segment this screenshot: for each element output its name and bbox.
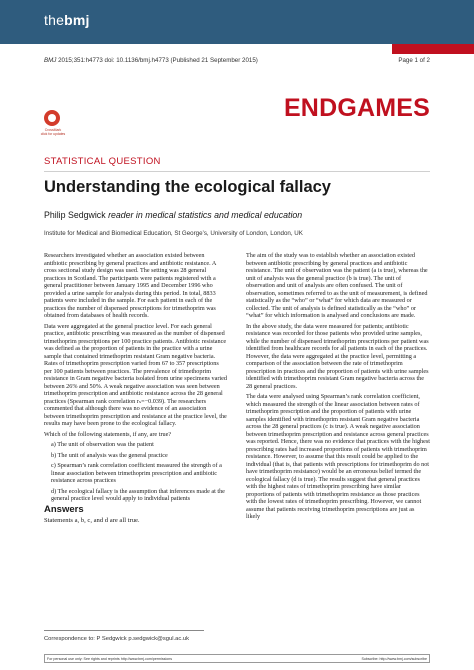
statement-a: a) The unit of observation was the patient (51, 441, 154, 448)
statement-b: b) The unit of analysis was the general practice (51, 451, 168, 459)
logo-main: bmj (64, 12, 90, 28)
article-title: Understanding the ecological fallacy (44, 178, 331, 196)
statement-d: d) The ecological fallacy is the assumption that inferences made at the general practice level would apply to individual patients (51, 487, 225, 502)
accent-strip (392, 44, 474, 54)
bmj-logo[interactable] (44, 12, 90, 28)
section-label: STATISTICAL QUESTION (44, 156, 161, 167)
right-paragraph-3: The data were analysed using Spearman’s rank correlation coefficient, which measured the strength of the linear association between rates of trimethoprim prescription and the proportion of patients with urine samples identified with trimethoprim resistant Gram negative bacteria across the 28 general practices (c is true). A weak negative association between trimethoprim prescription and resistance across general practices was reported. Hence, there was no evidence that practices with the highest prescribing rates had increased proportions of patients with trimethoprim resistance. However, to assume that this result could be applied to the individual (that is, that patients with prescriptions for trimethoprim do not have trimethoprim resistance) would be an erroneous belief termed the ecological fallacy (d is true). The results suggest that general practices with the highest rates of trimethoprim prescribing have similar proportions of patients with trimethoprim resistance as those practices with the lowest rates of trimethoprim prescribing. However, we cannot assume that patients receiving trimethoprim prescriptions are just as likely (246, 393, 431, 520)
question-prompt: Which of the following statements, if any, are true? (44, 430, 172, 438)
right-column (246, 252, 430, 524)
logo-prefix: the (44, 12, 65, 28)
right-paragraph-1: The aim of the study was to establish whether an association existed between antibiotic prescribing by general practices and antibiotic resistance. The unit of observation was the patient (a is true), whereas the unit of analysis was the general practice (b is true). The unit of observation and unit of analysis are often confused. The unit of observation, sometimes referred to as the unit of measurement, is defined statistically as the “who” or “what” for which data are measured or collected. The unit of analysis is defined statistically as the “who” or “what” for which information is analysed and conclusions are made. (246, 252, 428, 319)
author-name: Philip Sedgwick (44, 210, 106, 220)
left-column (44, 252, 228, 525)
crossmark-label[interactable] (40, 128, 66, 136)
footnote-divider (44, 630, 204, 631)
footer-permissions-link[interactable]: For personal use only: See rights and reprints http://www.bmj.com/permissions (47, 657, 173, 661)
crossmark-text: CrossMark (44, 128, 62, 132)
crossmark-subtext: click for updates (40, 132, 66, 136)
crossmark-icon[interactable] (44, 110, 60, 126)
author-role: reader in medical statistics and medical education (108, 210, 303, 220)
statement-c: c) Spearman’s rank correlation coefficient measured the strength of a linear association between trimethoprim prescription and antibiotic resistance across practices (51, 462, 222, 484)
answers-heading: Answers (44, 503, 84, 515)
citation-line (44, 57, 258, 64)
author-line (44, 210, 302, 220)
citation-details: 2015;351:h4773 doi: 10.1136/bmj.h4773 (Published 21 September 2015) (56, 57, 258, 64)
page-number: Page 1 of 2 (398, 57, 430, 64)
right-paragraph-2: In the above study, the data were measured for patients; antibiotic resistance was recorded for those patients who provided urine samples, while the number of dispensed trimethoprim prescriptions per patient was identified from healthcare records for all patients in each of the practices. However, the data were aggregated at the practice level, permitting a comparison of the association between the rate of trimethoprim prescription in practices and the proportion of patients with urine samples identified with trimethoprim resistant Gram negative bacteria across the 28 general practices. (246, 322, 429, 390)
footer-subscribe-link[interactable]: Subscribe: http://www.bmj.com/subscribe (361, 657, 427, 661)
left-paragraph-2: Data were aggregated at the general practice level. For each general practice, antibiotic prescribing was measured as the number of dispensed trimethoprim prescriptions per 100 practice patients. Antibiotic resistance was defined as the proportion of patients in the practice with a urine sample that contained trimethoprim resistant Gram negative bacteria. Rates of trimethoprim prescription varied from 67 to 357 prescriptions per 100 patients between practices. The prevalence of trimethoprim resistance in Gram negative bacteria isolated from urine specimens varied between 26% and 50%. A weak negative association was seen between trimethoprim prescription and antibiotic resistance across the 28 general practices (Spearman rank correlation rₛ=−0.039). The researchers commented that although there was no evidence of an association between trimethoprim prescription and resistance at the practice level, the results may have been prone to the ecological fallacy. (44, 322, 227, 427)
correspondence-note: Correspondence to: P Sedgwick p.sedgwick@sgul.ac.uk (44, 636, 189, 642)
left-paragraph-1: Researchers investigated whether an association existed between antibiotic prescribing by general practices and antibiotic resistance. A cross sectional study design was used. The setting was 28 general practices in Scotland. The participants were patients registered with a general practitioner between January 1995 and December 1996 who provided a urine sample for analysis during this period. In total, 8833 patients were included in the sample. For each patient in each of the practices the number of dispensed prescriptions for trimethoprim was obtained from databases of health records. (44, 252, 216, 319)
answers-text: Statements a, b, c, and d are all true. (44, 517, 140, 524)
section-divider (44, 171, 430, 172)
section-banner: ENDGAMES (283, 94, 430, 122)
footer-bar (44, 654, 430, 663)
affiliation: Institute for Medical and Biomedical Education, St George’s, University of London, London, UK (44, 230, 303, 237)
citation-journal: BMJ (44, 57, 57, 64)
